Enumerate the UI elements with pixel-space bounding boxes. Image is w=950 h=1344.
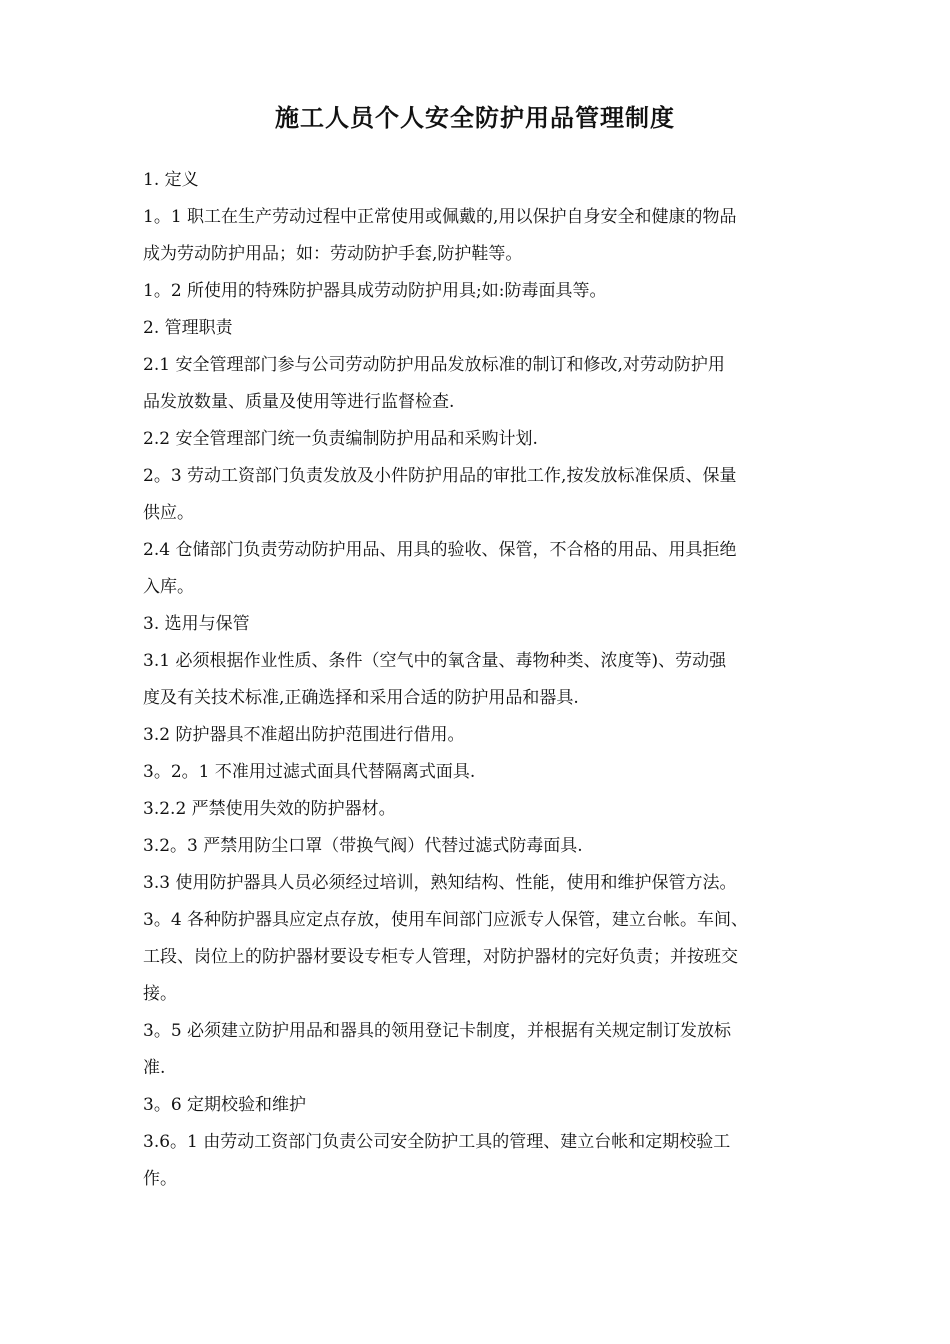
paragraph (143, 162, 815, 199)
paragraph-line: 作。 (143, 1169, 177, 1189)
paragraph-line: 品发放数量、质量及使用等进行监督检查. (143, 392, 455, 412)
paragraph-line: 2.1 安全管理部门参与公司劳动防护用品发放标准的制订和修改,对劳动防护用 (143, 355, 725, 375)
paragraph (143, 754, 815, 791)
paragraph-line: 3.2。3 严禁用防尘口罩（带换气阀）代替过滤式防毒面具. (143, 836, 583, 856)
paragraph (143, 717, 815, 754)
paragraph-line: 3。6 定期校验和维护 (143, 1095, 307, 1115)
paragraph (143, 606, 815, 643)
paragraph (143, 791, 815, 828)
paragraph-line: 接。 (143, 984, 177, 1004)
paragraph-line: 1. 定义 (143, 170, 199, 190)
paragraph-line: 成为劳动防护用品；如：劳动防护手套,防护鞋等。 (143, 244, 523, 264)
paragraph (143, 421, 815, 458)
document-body (143, 162, 815, 1198)
paragraph (143, 865, 815, 902)
paragraph-line: 工段、岗位上的防护器材要设专柜专人管理，对防护器材的完好负责；并按班交 (143, 947, 738, 967)
paragraph-line: 3.2 防护器具不准超出防护范围进行借用。 (143, 725, 465, 745)
paragraph (143, 310, 815, 347)
paragraph (143, 1013, 815, 1087)
document-title: 施工人员个人安全防护用品管理制度 (275, 103, 675, 132)
paragraph-line: 3。5 必须建立防护用品和器具的领用登记卡制度，并根据有关规定制订发放标 (143, 1021, 732, 1041)
paragraph-line: 准. (143, 1058, 166, 1078)
paragraph-line: 2.4 仓储部门负责劳动防护用品、用具的验收、保管，不合格的用品、用具拒绝 (143, 540, 737, 560)
paragraph-line: 3.2.2 严禁使用失效的防护器材。 (143, 799, 396, 819)
paragraph (143, 273, 815, 310)
paragraph-line: 3。2。1 不准用过滤式面具代替隔离式面具. (143, 762, 476, 782)
paragraph-line: 3.6。1 由劳动工资部门负责公司安全防护工具的管理、建立台帐和定期校验工 (143, 1132, 731, 1152)
paragraph-line: 3.1 必须根据作业性质、条件（空气中的氧含量、毒物种类、浓度等)、劳动强 (143, 651, 727, 671)
paragraph-line: 供应。 (143, 503, 194, 523)
paragraph-line: 2。3 劳动工资部门负责发放及小件防护用品的审批工作,按发放标准保质、保量 (143, 466, 737, 486)
paragraph-line: 3. 选用与保管 (143, 614, 250, 634)
paragraph-line: 1。2 所使用的特殊防护器具成劳动防护用具;如:防毒面具等。 (143, 281, 607, 301)
paragraph-line: 3.3 使用防护器具人员必须经过培训，熟知结构、性能，使用和维护保管方法。 (143, 873, 737, 893)
paragraph-line: 1。1 职工在生产劳动过程中正常使用或佩戴的,用以保护自身安全和健康的物品 (143, 207, 737, 227)
paragraph-line: 2.2 安全管理部门统一负责编制防护用品和采购计划. (143, 429, 538, 449)
paragraph (143, 643, 815, 717)
paragraph (143, 828, 815, 865)
paragraph-line: 度及有关技术标准,正确选择和采用合适的防护用品和器具. (143, 688, 579, 708)
paragraph (143, 1124, 815, 1198)
paragraph-line: 入库。 (143, 577, 194, 597)
paragraph (143, 347, 815, 421)
paragraph (143, 902, 815, 1013)
paragraph (143, 1087, 815, 1124)
paragraph-line: 3。4 各种防护器具应定点存放，使用车间部门应派专人保管，建立台帐。车间、 (143, 910, 749, 930)
paragraph (143, 532, 815, 606)
paragraph-line: 2. 管理职责 (143, 318, 233, 338)
paragraph (143, 458, 815, 532)
paragraph (143, 199, 815, 273)
